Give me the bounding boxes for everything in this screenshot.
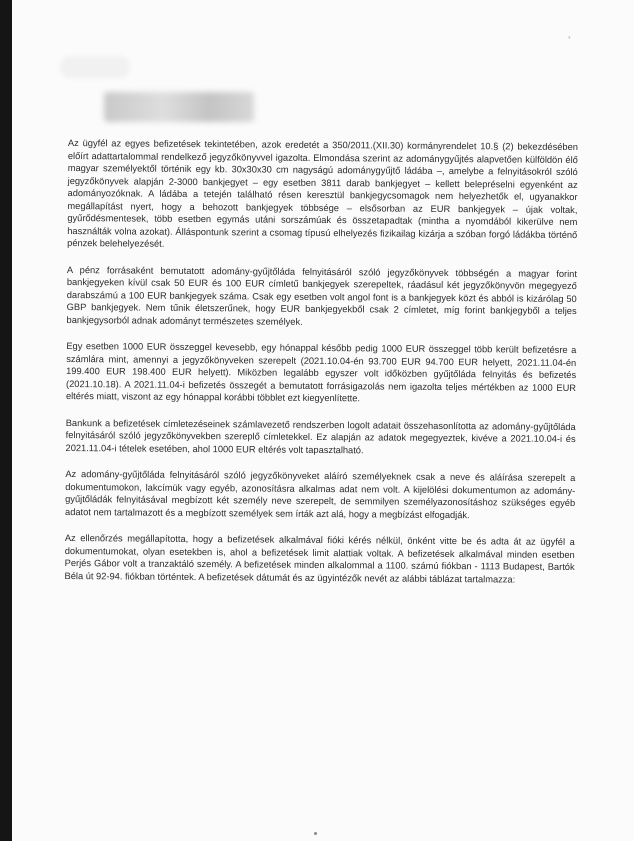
paragraph-2: A pénz forrásaként bemutatott adomány-gyűjtőláda felnyitásáról szóló jegyzőkönyvek többségén a magyar forint bankjegyeken kívül csak 50 EUR és 100 EUR címletű bankjegyek szerepeltek, ráadásul két jegyzőkönyvön megegyező darabszámú a 100 EUR bankjegyek száma. Csak egy esetben volt angol font is a bankjegyek közt és abból is kizárólag 50 GBP bankjegyek. Nem tűnik életszerűnek, hogy EUR bankjegyekből csak 2 címletet, míg forint bankjegyből a teljes bankjegysorból adnak adományt természetes személyek.: [66, 264, 577, 327]
document-body: [64, 137, 578, 600]
page-bottom-dot: [314, 832, 317, 835]
corner-mark: *: [568, 36, 571, 43]
faint-logo: [60, 56, 130, 78]
paragraph-6: Az ellenőrzés megállapította, hogy a befizetések alkalmával fióki kérés nélkül, önként vitte be és adta át az ügyfél a dokumentumokat, olyan esetekben is, ahol a befizetések limit alattiak voltak. A befizetések alkalmával minden esetben Perjés Gábor volt a tranzaktáló személy. A befizetések minden alkalommal a 1100. számú fiókban - 1113 Budapest, Bartók Béla út 92-94. fiókban történtek. A befizetések dátumát és az ügyintézők nevét az alábbi táblázat tartalmazza:: [64, 532, 575, 585]
viewer-left-edge: [0, 0, 12, 841]
paragraph-4: Bankunk a befizetések címletezéseinek számlavezető rendszerben logolt adatait összehasonlította az adomány-gyűjtőláda felnyitásáról szóló jegyzőkönyvekben szereplő címletekkel. Ez alapján az adatok megegyeztek, kivéve a 2021.10.04-i és 2021.11.04-i tételek esetében, ahol 1000 EUR eltérés volt tapasztalható.: [65, 417, 576, 455]
paragraph-5: Az adomány-gyűjtőláda felnyitásáról szóló jegyzőkönyveket aláíró személyeknek csak a neve és aláírása szerepelt a dokumentumokon, lakcímük vagy egyéb, azonosításra alkalmas adat nem volt. A kijelölési dokumentumon az adomány-gyűjtőládák felnyitásával megbízott két személy neve szerepelt, de semmilyen személyazonosításhoz szükséges egyéb adatot nem tartalmazott és a megbízott személyek sem írták azt alá, hogy a megbízást elfogadják.: [65, 468, 576, 520]
redacted-header-block: [104, 92, 254, 122]
paragraph-3: Egy esetben 1000 EUR összeggel kevesebb, egy hónappal később pedig 1000 EUR összeggel több került befizetésre a számlára mint, amennyi a jegyzőkönyveken szerepelt (2021.10.04-én 93.700 EUR 94.700 EUR helyett, 2021.11.04-én 199.400 EUR 198.400 EUR helyett). Miközben legalább egyszer volt időközben gyűjtőláda felnyitás és befizetés (2021.10.18). A 2021.11.04-i befizetés összegét a bemutatott forrásigazolás nem igazolta teljes mértékben az 1000 EUR eltérés miatt, viszont az egy hónappal korábbi többlet ezt kiegyenlítette.: [65, 340, 577, 404]
paragraph-1: Az ügyfél az egyes befizetések tekintetében, azok eredetét a 350/2011.(XII.30) kormányrendelet 10.§ (2) bekezdésében előírt adattartalommal rendelkező jegyzőkönyvvel igazolta. Elmondása szerint az adománygyűjtés alapvetően külföldön élő magyar személyektől történik egy kb. 30x30x30 cm nagyságú adománygyűjtő ládába –, amelybe a felnyitásokról szóló jegyzőkönyvek alapján 2-3000 bankjegyet – egy esetben 3811 darab bankjegyet – kellett belepréselni egyenként az adományozóknak. A ládába a tetején található résen keresztül bankjegycsomagok nem helyezhetők el, ugyanakkor megállapítást nyert, hogy a behozott bankjegyek többsége – elsősorban az EUR bankjegyek – újak voltak, gyűrődésmentesek, több esetben egymás utáni sorszámúak és összetapadtak (mintha a nyomdából kikerülve nem használták volna azokat). Álláspontunk szerint a csomag típusú elhelyezés fizikailag kizárja a szóban forgó ládákba történő pénzek belehelyezését.: [67, 137, 578, 249]
